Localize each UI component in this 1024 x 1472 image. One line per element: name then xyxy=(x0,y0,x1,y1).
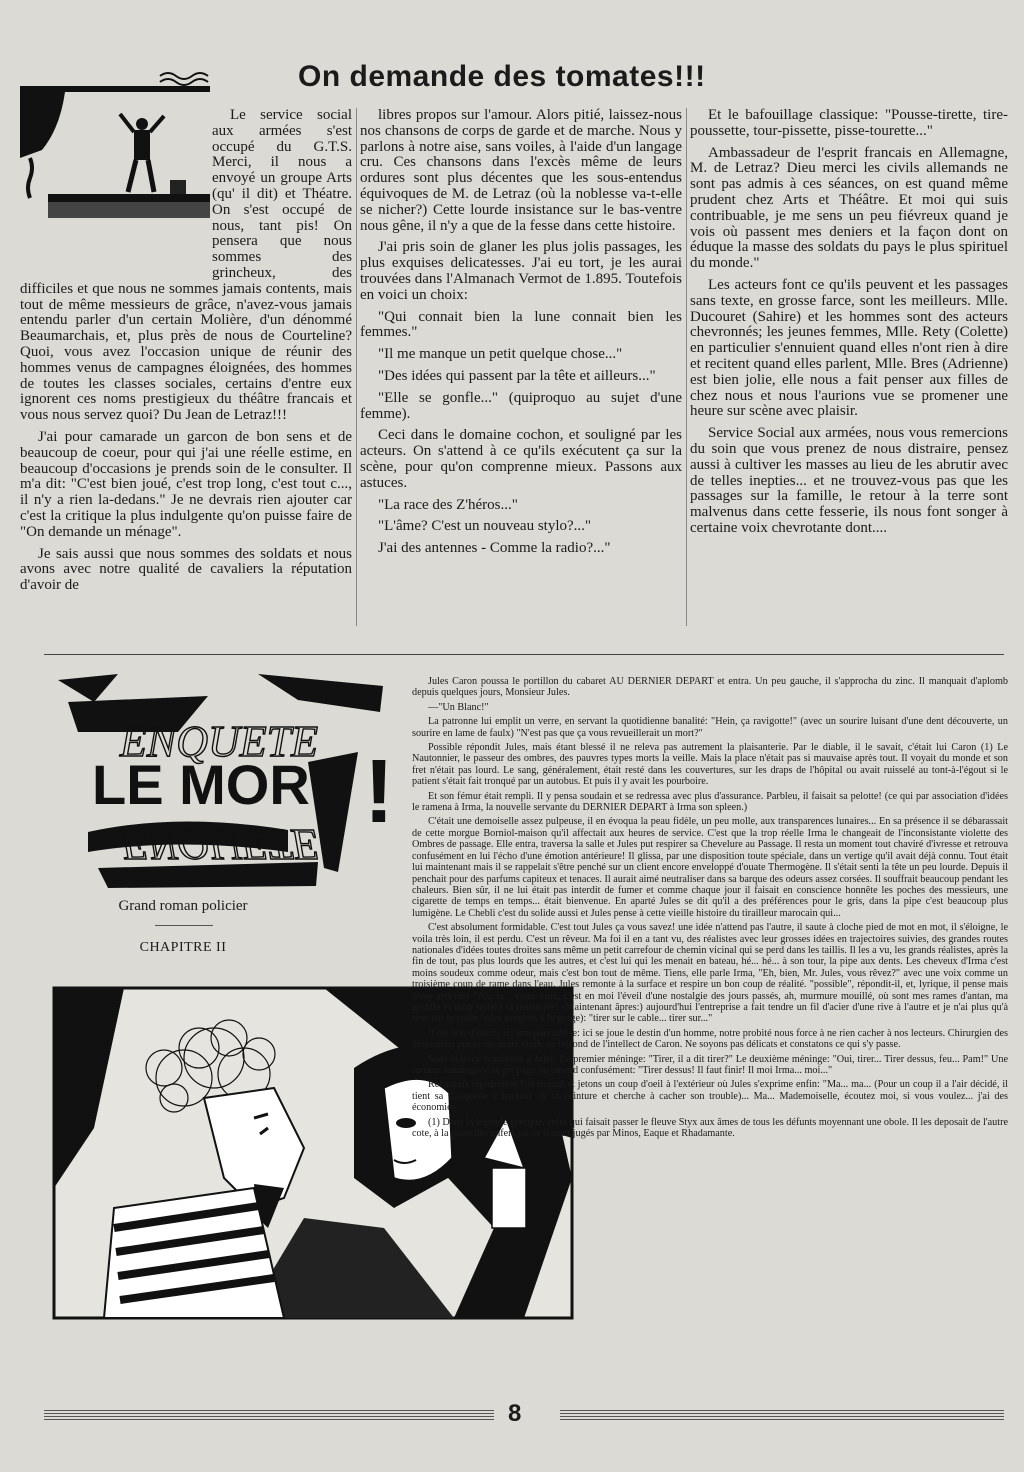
page-number: 8 xyxy=(508,1400,522,1427)
logo-title: LE MORT xyxy=(92,753,344,816)
logo-exclamation: ! xyxy=(364,742,394,842)
paragraph: C'était une demoiselle assez pulpeuse, il en évoqua la peau fidèle, un peu molle, aux transparences lunaires... En sa présence il se débarassait de cette morgue Borniol-maison qu'il affectait aux heures de service. C'est que la trop réelle Irma le changeait de l'inconsistante violette des Ombres de passage. Elle entra, traversa la salle et Jules put respirer sa Chevelure au Passage. Il resta un moment tout chaviré d'ivresse et retrouva confusément en lui l'écho d'une émotion antérieure! Il glissa, par une disposition toute spéciale, dans un vertige qu'il avait déjà connu. Tout était lui maintenant mais il se rappelait s'être penché sur un client encore enveloppé d'ouate Thermogène. Il s'était senti la tête un peu lourde. Depuis il penchait pour des parfums capiteux et tenaces. Il aurait aimé neutraliser dans sa barque des odeurs assez corsées. Il souffrait beaucoup pendant les chaleurs. Bien sûr, il ne lui était pas interdit de fumer et comme chaque jour il faisait en conscience honnête les poches des messieurs, une cigarette de temps en temps... était bienvenue. En aparté Jules se dit qu'il a des préférences pour le gris, dans la pipe c'est beaucoup plus lumigène. Le Chebli c'est du solide aussi et Jules pense à cette vieille histoire du tirailleur marocain qui... xyxy=(412,816,1008,919)
quote: "Qui connait bien la lune connait bien les femmes." xyxy=(360,308,682,341)
paragraph: Possible répondit Jules, mais étant blessé il ne releva pas autrement la plaisanterie. Par le diable, il le savait, c'était lui Caron (1) Le Nautonnier, le passeur des ombres, des pauvres types morts la veille. Mais la place n'était pas si mauvaise après tout. Il voyait du monde et son fret n'était pas lourd. Le sang, généralement, était resté dans les couvertures, sur les draps de l'hôpital ou avait ruisselé au tont-à-l'égout si le patient s'était fait tronqué par un autobus. Et puis il y avait les pourboire. xyxy=(412,742,1008,788)
column-3 xyxy=(690,108,1008,543)
logo-overlay: ENQUETE xyxy=(120,717,318,766)
subtitle-rule xyxy=(155,925,213,926)
serial-text xyxy=(412,676,1008,1142)
paragraph: Les acteurs font ce qu'ils peuvent et les passages sans texte, en grosse farce, sont les meilleurs. Mlle. Ducouret (Sahire) et les hommes sont des acteurs chevronnés; les jeunes femmes, Mlle. Rety (Colette) en particulier s'ennuient quand elles n'ont rien à dire et recitent quand elles parlent, Mlle. Bres (Adrienne) est bien jolie, elle nous a fait penser aux filles de chez nous et nous l'aurions vue se promener une heure sur scène avec plaisir. xyxy=(690,276,1008,420)
quote: "L'âme? C'est un nouveau stylo?..." xyxy=(378,518,592,535)
footer-rule-right xyxy=(560,1410,1004,1420)
quote: "Elle se gonfle..." (quiproquo au sujet d'une femme). xyxy=(360,389,682,422)
subtitle: Grand roman policier xyxy=(118,898,248,914)
paragraph: Service Social aux armées, nous vous remercions du soin que vous prenez de nous distraire, pensez aussi à cultiver les masses au lieu de les abrutir avec de telles inepties... et ne trouvez-vous pas que les passages sur la famille, le retour à la terre sont malvenus dans cette fesserie, ils nous font songer à certaine voix chevrotante dont.... xyxy=(690,425,1008,536)
section-divider xyxy=(44,654,1004,655)
quote: "La race des Z'héros..." xyxy=(378,496,518,513)
article-tomates xyxy=(20,60,1010,630)
paragraph: J'ai pris soin de glaner les plus jolis passages, les plus exquises delicatesses. J'ai eu tort, je les aurai trouvées dans l'Almanach Vermot de 1.895. Toutefois en voici un choix: xyxy=(360,239,682,303)
paragraph: Je sais aussi que nous sommes des soldats et nous avons avec notre qualité de cavaliers la réputation d'avoir de xyxy=(20,545,352,594)
paragraph: Il est bon d'ouvrir ici une parenthèse: ici se joue le destin d'un homme, notre probité nous force à ne rien cacher à nos lecteurs. Chirurgien des âmes nous porterons notre étude au tréfond de l'intellect de Caron. Ne soyons pas délicats et constatons ce qui s'y passe. xyxy=(412,1027,1008,1051)
column-divider xyxy=(356,108,357,626)
paragraph: Le service social aux armées s'est occupé du G.T.S. Merci, il nous a envoyé un groupe Arts (qu' il dit) et Théatre. On s'est occupé de nous, tant pis! On pensera que nous sommes des grincheux, des difficiles et que nous ne sommes jamais contents, mais tout de même messieurs de grâce, n'avez-vous jamais entendu parler d'un certain Molière, d'un dénommé Beaumarchais, et, plus près de nous de Courteline? Quoi, vous avez l'occasion unique de réunir des hommes venus de campagnes éloignées, des hommes de toutes les classes sociales, certains d'entre eux ignorent ces noms prestigieux du théâtre francais et vous nous servez quoi? Du Jean de Letraz!!! xyxy=(20,107,352,424)
paragraph: libres propos sur l'amour. Alors pitié, laissez-nous nos chansons de corps de garde et de marche. Nous y parlons à notre aise, sans voiles, à l'aide d'un langage cru. Ces chansons dans l'excès même de leurs ordures sont plus décentes que les sous-entendus équivoques de M. de Letraz (où la noblesse va-t-elle se nicher?) Cette lourde insistance sur le bas-ventre nous gêne, il n'y a que de la fesse dans cette histoire. xyxy=(360,107,682,234)
paragraph: Jules Caron poussa le portillon du cabaret AU DERNIER DEPART et entra. Un peu gauche, il s'approcha du zinc. Il manquait d'aplomb depuis quelques jours, Monsieur Jules. xyxy=(412,676,1008,699)
paragraph: Ceci dans le domaine cochon, et souligné par les acteurs. On s'attend à ce qu'ils exécutent ça sur la scène, pour qu'on comprenne mieux. Passons aux astuces. xyxy=(360,427,682,491)
chapter-heading: CHAPITRE II xyxy=(139,940,227,955)
paragraph: Et son fémur était rempli. Il y pensa soudain et se redressa avec plus d'assurance. Parbleu, il faisait sa pelotte! (ce qui par association d'idées le ramena à Irma, la nouvelle servante du DERNIER DEPART à Irma son spleen.) xyxy=(412,790,1008,814)
paragraph: J'ai pour camarade un garcon de bon sens et de beaucoup de coeur, pour qui j'ai une réelle estime, en beaucoup d'occasions je prends soin de le consulter. Il m'a dit: "C'est bien joué, c'est trop long, c'est tout c..., il n'y a rien la-dedans." Je ne devrais rien ajouter car c'est la critique la plus indulgente qu'on puisse faire de "On demande un ménage". xyxy=(20,428,352,540)
footer-rule-left xyxy=(44,1410,494,1420)
quote: J'ai des antennes - Comme la radio?..." xyxy=(378,540,611,557)
paragraph: Sous la boite cranienne à Jules. Le premier méninge: "Tirer, il a dit tirer?" Le deuxième méninge: "Oui, tirer... Tirer dessus, feu... Pam!" Une rumeur méningitée se propage on entend confusément: "Tirer dessus! Il faut finir! Il moi Irma... moi..." xyxy=(412,1053,1008,1076)
paragraph: Ambassadeur de l'esprit francais en Allemagne, M. de Letraz? Dieu merci les civils allemands ne sont pas admis à ces séances, on est quand même prudent chez Arts et Théâtre. Et moi qui suis contribuable, je me sens un peu fiévreux quand je vois où passent mes deniers et la façon dont on éduque la masse des soldats du pays le plus spirituel du monde." xyxy=(690,144,1008,272)
paragraph: La patronne lui emplit un verre, en servant la quotidienne banalité: "Hein, ça ravigotte!" (avec un sourire luisant d'une dent découverte, un sourire en lame de faulx) "N'est pas que ça vous revueillerait un mort?" xyxy=(412,716,1008,739)
paragraph: C'est absolument formidable. C'est tout Jules ça vous savez! une idée n'attend pas l'autre, il saute à cloche pied de mot en mot, il s'éloigne, le voila très loin, il est perdu. C'est un rêveur. Ma foi il en a tant vu, des réalistes avec leur grosses idées en trajectoires suivies, des grandes routes nationales d'idées toutes droites sans même un petit carrefour de chemin vicinal qui se perd dans les taillis. Il les a vu, les grands réalistes, après la fin de tout, pas plus lourds que les autres, et c'est lui qui les menait en bateau, hé... hé... à son tour, la pipe aux dents. Les cheveux d'Irma c'est moins soudeux comme odeur, mais c'est bon tout de même. Tiens, elle parle Irma, "Eh, bien, Mr. Jules, vous rêvez?" avec une voix comme un troisième coup de rame dans l'eau. Jules remonte à la surface et respire un bon coup de réalité. "possible", répondit-il, et, lyrique, il pense mais n'ose articuler "Ah, ta... votre voix, c'est en moi l'éveil d'une nostalgie des jours passés, ah, murmure mouillé, où sont mes rames d'antan, ma godille et mon style à la marinière! (Maintenant âpres:) aujourd'hui l'entreprise a fait tendre un fil d'acier d'une rive à l'autre et je n'ai plus qu'à tirer sur le cable" (des sanglots à la gorge): "tirer sur le cable... tirer sur..." xyxy=(412,922,1008,1025)
quote: "Des idées qui passent par la tête et ailleurs..." xyxy=(378,367,656,384)
headline: On demande des tomates!!! xyxy=(298,60,706,93)
footnote: (1) Dans la légende grecque, celui qui faisait passer le fleuve Styx aux âmes de tous les défunts moyennant une obole. Il les deposait de l'autre cote, à la porte des enfers ou ils étaient jugés par Minos, Eaque et Rhadamante. xyxy=(412,1116,1008,1140)
enquete-le-mort-logo xyxy=(58,672,394,892)
column-1 xyxy=(20,108,352,600)
column-divider xyxy=(686,108,687,626)
paragraph: —"Un Blanc!" xyxy=(428,701,489,713)
paragraph: Rebattons rapidement l'os frontal et jetons un coup d'oeil à l'extérieur où Jules s'exprime enfin: "Ma... ma... (Pour un coup il a l'air décidé, il tient sa Casquette à hauteur de sa ceinture et cherche à cacher son trouble)... Ma... Mademoiselle, écoutez moi, si vous voulez... j'ai des économies. xyxy=(412,1079,1008,1114)
quote: "Il me manque un petit quelque chose..." xyxy=(378,346,623,363)
logo-overlay-mirror: ENQUETE xyxy=(120,820,318,869)
column-2 xyxy=(360,108,682,563)
paragraph: Et le bafouillage classique: "Pousse-tirette, tire-poussette, tour-pissette, pisse-tourette..." xyxy=(690,107,1008,139)
